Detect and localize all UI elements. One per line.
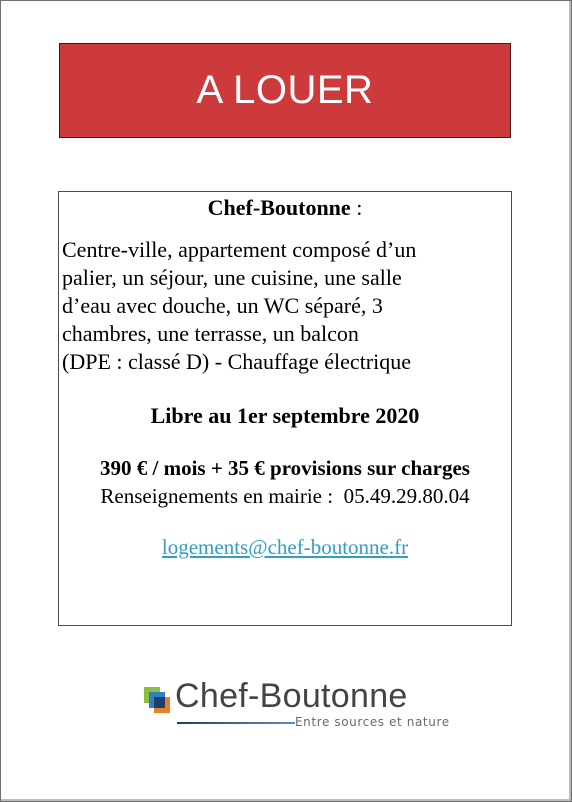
contact-phone: Renseignements en mairie : 05.49.29.80.04 — [100, 484, 470, 508]
description-line: (DPE : classé D) - Chauffage électrique — [62, 349, 412, 374]
listing-description — [62, 236, 508, 376]
banner-title: A LOUER — [196, 68, 374, 112]
description-line: d’eau avec douche, un WC séparé, 3 — [62, 293, 383, 318]
logo-tagline: Entre sources et nature — [295, 715, 450, 729]
description-line: palier, un séjour, une cuisine, une salle — [62, 265, 402, 290]
logo-squares-icon — [144, 687, 170, 713]
listing-box — [58, 191, 512, 626]
description-line: Centre-ville, appartement composé d’un — [62, 237, 417, 262]
email-line — [59, 535, 511, 560]
town-suffix: : — [350, 195, 363, 220]
logo-name: Chef-Boutonne — [175, 677, 408, 715]
email-link[interactable]: logements@chef-boutonne.fr — [161, 535, 409, 559]
availability-date: Libre au 1er septembre 2020 — [150, 403, 420, 428]
description-line: chambres, une terrasse, un balcon — [62, 321, 359, 346]
town-heading — [59, 195, 511, 221]
logo-underline — [177, 722, 295, 724]
chef-boutonne-logo — [141, 677, 451, 737]
rent-price: 390 € / mois + 35 € provisions sur charges — [100, 456, 470, 480]
for-rent-banner — [59, 43, 511, 138]
town-name: Chef-Boutonne — [207, 195, 351, 220]
